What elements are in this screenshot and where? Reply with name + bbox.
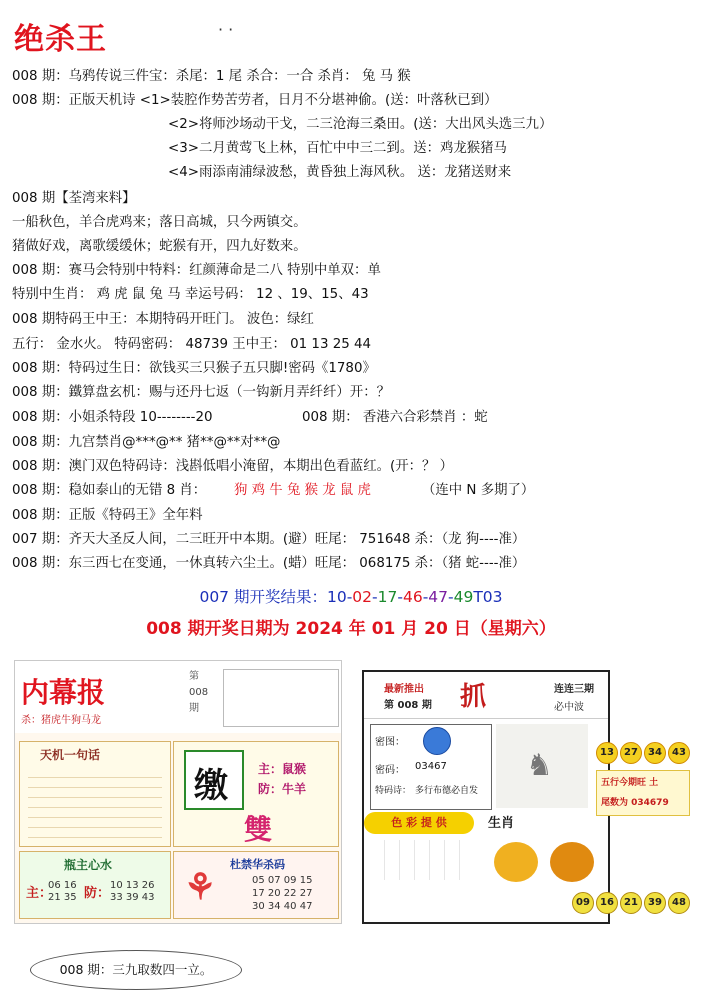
line-20: 008 期：正版《特码王》全年料	[12, 508, 203, 523]
result-number: 10	[326, 588, 347, 606]
result-number: 17	[377, 588, 398, 606]
line-2: 008 期：正版天机诗 <1>装腔作势苦劳者，日月不分堪神偷。(送：叶落秋已到）	[12, 93, 498, 108]
result-number: 02	[352, 588, 373, 606]
mima2-value: 03467	[415, 761, 447, 772]
line-15: 008 期：小姐杀特段 10--------20	[12, 410, 213, 425]
pingzhu-fang: 防：	[84, 886, 111, 901]
title-dots: · ·	[218, 20, 234, 39]
mima2-label: 密码：	[375, 765, 405, 776]
top-ball: 27	[620, 742, 642, 764]
tema-label: 特码诗：	[375, 786, 412, 796]
bottom-ball: 48	[668, 892, 690, 914]
pingzhu-nums-a: 06 16 21 35	[48, 880, 77, 903]
goat-icon	[494, 842, 538, 882]
zhua-issue: 第 008 期	[384, 700, 432, 711]
top-ball: 34	[644, 742, 666, 764]
line-19: 008 期：稳如泰山的无错 8 肖：	[12, 483, 207, 498]
dujin-row: 17 20 22 27	[252, 888, 313, 899]
donkey-illustration	[496, 724, 588, 808]
bottom-ball: 09	[572, 892, 594, 914]
line-12: 五行： 金水火。 特码密码： 48739 王中王： 01 13 25 44	[12, 337, 372, 352]
zhua-head-left: 最新推出	[384, 684, 424, 695]
pingzhu-title: 瓶主心水	[64, 858, 113, 872]
poem-columns	[370, 840, 470, 880]
tianji-box	[19, 741, 171, 847]
lion-icon	[550, 842, 594, 882]
wuxing-text: 五行今期旺 土	[601, 778, 659, 788]
jiao-fang: 防：牛羊	[258, 782, 307, 796]
result-number: 49	[453, 588, 474, 606]
zhua-head-right-1: 连连三期	[554, 684, 594, 695]
line-4: <3>二月黄莺飞上林，百忙中中三二到。送：鸡龙猴猪马	[168, 141, 507, 156]
zhua-char: 抓	[460, 682, 487, 712]
neimu-blank-box	[223, 669, 339, 727]
result-special: T03	[473, 588, 503, 606]
mima-ball-icon	[423, 727, 451, 755]
colorful-banner: 色 彩 提 供	[364, 812, 474, 834]
wuxing-box	[596, 770, 690, 816]
page-title: 绝杀王	[14, 22, 107, 57]
jiao-box	[173, 741, 339, 847]
dujin-row: 05 07 09 15	[252, 875, 313, 886]
zhua-header	[364, 672, 608, 719]
neimu-header	[15, 661, 341, 733]
top-ball: 43	[668, 742, 690, 764]
jiao-main: 主：鼠猴	[258, 762, 307, 776]
pingzhu-box	[19, 851, 171, 919]
jiao-char: 缴	[194, 766, 228, 806]
line-17: 008 期：九宫禁肖@***@** 猪**@**对**@	[12, 435, 281, 450]
line-11: 008 期特码王中王：本期特码开旺门。 波色：绿红	[12, 312, 314, 327]
shengxiao-label: 生肖	[488, 816, 515, 831]
line-1: 008 期：乌鸦传说三件宝：杀尾：1 尾 杀合：一合 杀肖： 兔 马 猴	[12, 69, 411, 84]
bottom-ball: 16	[596, 892, 618, 914]
result-number: 47	[428, 588, 449, 606]
top-ball: 13	[596, 742, 618, 764]
line-22: 008 期：东三西七在变通，一休真转六尘土。(蜡）旺尾： 068175 杀：（猪 蛇----准）	[12, 556, 526, 571]
mima-label: 密图：	[375, 737, 405, 748]
pingzhu-zhu: 主：	[26, 886, 53, 901]
zhua-head-right-2: 必中波	[554, 702, 584, 713]
draw-results: 007 期开奖结果：10-02-17-46-47-49T03	[199, 588, 503, 606]
dujin-box	[173, 851, 339, 919]
line-18: 008 期：澳门双色特码诗：浅斟低唱小淹留，本期出色看蓝红。(开：？ ）	[12, 459, 454, 474]
line-14: 008 期：鐵算盘玄机：赐与还丹七返（一钩新月弄纤纤）开：？	[12, 385, 390, 400]
donkey-icon: ♞	[526, 748, 553, 783]
zhua-panel	[362, 670, 610, 924]
line-21: 007 期：齐天大圣反人间，二三旺开中本期。(避）旺尾： 751648 杀：（龙 狗----准）	[12, 532, 526, 547]
speech-bubble: 008 期：三九取数四一立。	[30, 950, 242, 990]
line-19-suffix: （连中 N 多期了）	[422, 483, 535, 498]
bottom-ball: 21	[620, 892, 642, 914]
line-5: <4>雨添南浦绿波愁，黄昏独上海风秋。 送：龙猪送财来	[168, 165, 512, 180]
line-6: 008 期【荃湾来料】	[12, 191, 136, 206]
dujin-row: 30 34 40 47	[252, 901, 313, 912]
line-19-zodiacs: 狗 鸡 牛 兔 猴 龙 鼠 虎	[234, 483, 371, 498]
line-3: <2>将师沙场动干戈，二三沧海三桑田。(送：大出风头选三九）	[168, 117, 553, 132]
dujin-decor: ⚘	[184, 866, 217, 908]
tianji-title: 天机一句话	[40, 748, 101, 762]
neimu-title: 内幕报	[21, 676, 106, 709]
jiao-frame	[184, 750, 244, 810]
line-8: 猪做好戏，离歌缓缓休；蛇猴有开，四九好数来。	[12, 239, 307, 254]
draw-date: 008 期开奖日期为 2024 年 01 月 20 日（星期六）	[146, 619, 556, 639]
bottom-ball: 39	[644, 892, 666, 914]
line-10: 特别中生肖： 鸡 虎 鼠 兔 马 幸运号码： 12 、19、15、43	[12, 287, 369, 302]
line-13: 008 期：特码过生日：欲钱买三只猴子五只脚!密码《1780》	[12, 361, 376, 376]
result-number: 46	[402, 588, 423, 606]
weishu-text: 尾数为 034679	[601, 798, 669, 808]
line-9: 008 期：赛马会特别中特料：红颜薄命是二八 特别中单双：单	[12, 263, 381, 278]
neimu-panel	[14, 660, 342, 924]
dujin-title: 杜禁华杀码	[230, 858, 285, 871]
line-7: 一船秋色，羊合虎鸡来；落日高城，只今两镇交。	[12, 215, 307, 230]
neimu-subtitle: 杀：猪虎牛狗马龙	[21, 715, 101, 726]
mima-box	[370, 724, 492, 810]
line-16: 008 期： 香港六合彩禁肖 ：蛇	[302, 410, 488, 425]
shuang-char: 雙	[244, 813, 273, 846]
neimu-issue: 第 008 期	[189, 671, 209, 714]
tema-value: 多行布德必自发	[415, 786, 479, 796]
pingzhu-nums-b: 10 13 26 33 39 43	[110, 880, 155, 903]
results-label: 007 期开奖结果：	[199, 588, 327, 606]
tianji-text-lines	[28, 768, 162, 840]
